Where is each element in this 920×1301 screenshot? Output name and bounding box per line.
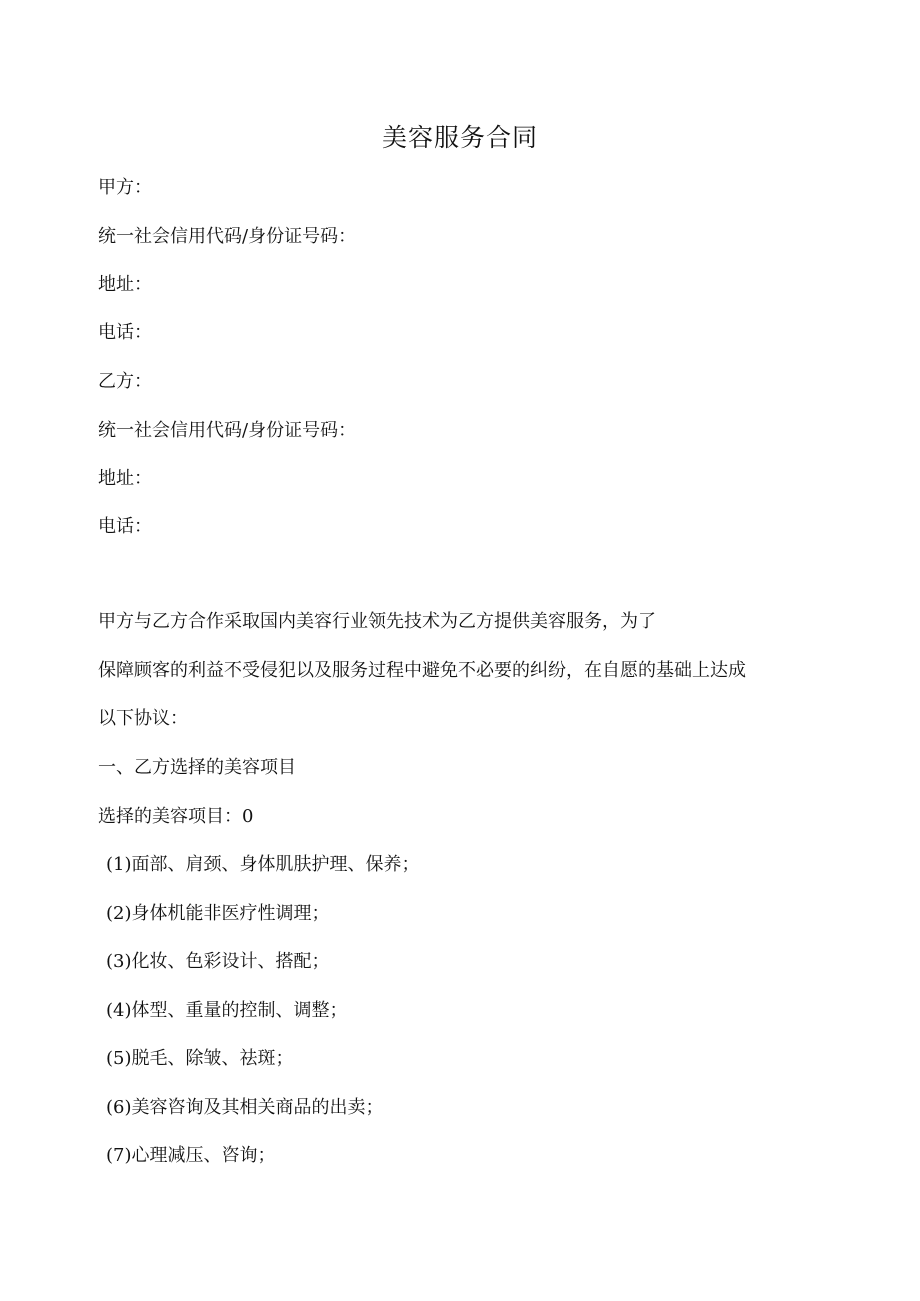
party-b-credit-code: 统一社会信用代码/身份证号码： xyxy=(98,420,357,441)
selected-project-line: 选择的美容项目：0 xyxy=(98,806,254,827)
list-item: (1)面部、肩颈、身体肌肤护理、保养； xyxy=(106,854,420,875)
list-item: (7)心理减压、咨询； xyxy=(106,1145,276,1166)
party-a-label: 甲方： xyxy=(98,177,152,198)
party-b-phone: 电话： xyxy=(98,516,152,537)
intro-paragraph-line: 甲方与乙方合作采取国内美容行业领先技术为乙方提供美容服务，为了 xyxy=(98,611,656,632)
party-a-address: 地址： xyxy=(98,274,152,295)
page-title: 美容服务合同 xyxy=(381,123,538,152)
intro-paragraph-line: 以下协议： xyxy=(98,708,188,729)
party-b-label: 乙方： xyxy=(98,371,152,392)
party-b-address: 地址： xyxy=(98,468,152,489)
list-item: (5)脱毛、除皱、祛斑； xyxy=(106,1048,294,1069)
list-item: (6)美容咨询及其相关商品的出卖； xyxy=(106,1097,384,1118)
party-a-credit-code: 统一社会信用代码/身份证号码： xyxy=(98,226,357,247)
party-a-phone: 电话： xyxy=(98,322,152,343)
section-heading: 一、乙方选择的美容项目 xyxy=(98,757,296,778)
intro-paragraph-line: 保障顾客的利益不受侵犯以及服务过程中避免不必要的纠纷，在自愿的基础上达成 xyxy=(98,660,746,681)
list-item: (4)体型、重量的控制、调整； xyxy=(106,1000,348,1021)
list-item: (2)身体机能非医疗性调理； xyxy=(106,903,330,924)
list-item: (3)化妆、色彩设计、搭配； xyxy=(106,951,330,972)
